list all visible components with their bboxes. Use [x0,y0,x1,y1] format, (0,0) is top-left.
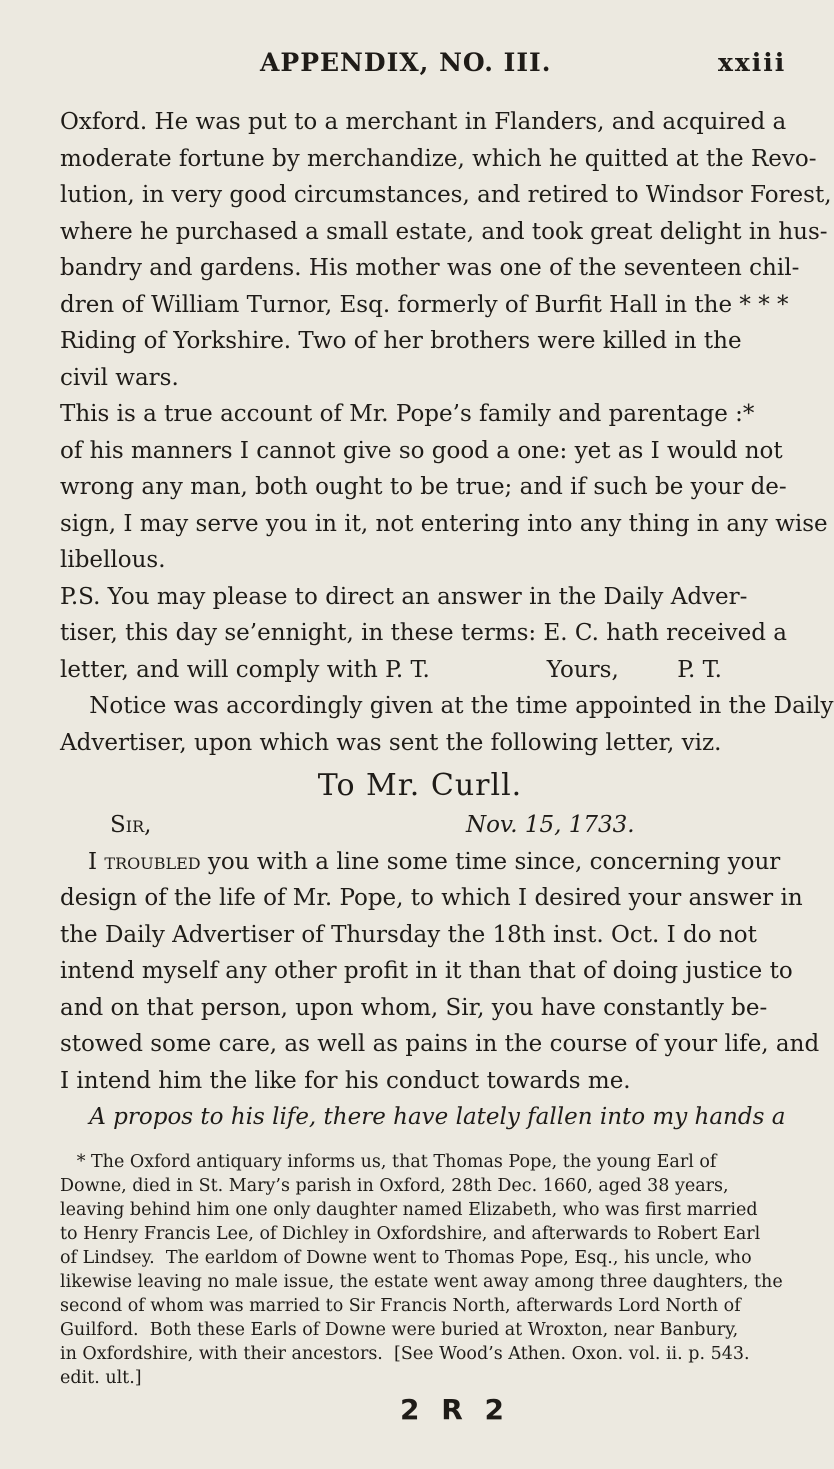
letter-salutation: Sir, [110,812,152,838]
letter-line: design of the life of Mr. Pope, to which I desired your answer in [60,885,803,911]
body-line: This is a true account of Mr. Pope’s family and parentage :* [60,401,755,427]
body-line: moderate fortune by merchandize, which he quitted at the Revo- [60,145,817,172]
letter-line: I intend him the like for his conduct towards me. [60,1067,631,1094]
letter-line: intend myself any other profit in it than that of doing justice to [60,958,793,984]
body-line: tiser, this day se’ennight, in these terms: E. C. hath received a [60,620,787,646]
letter-date: Nov. 15, 1733. [466,812,635,838]
footnote-line: leaving behind him one only daughter named Elizabeth, who was first married [60,1200,758,1220]
letter-line: and on that person, upon whom, Sir, you have constantly be- [60,994,768,1021]
page-number: xxiii [718,48,787,77]
letter-first-word: I troubled [88,848,201,875]
body-line: of his manners I cannot give so good a one: yet as I would not [60,437,783,464]
footnote-line: second of whom was married to Sir Francis North, afterwards Lord North of [60,1296,741,1316]
footnote-line: Downe, died in St. Mary’s parish in Oxford, 28th Dec. 1660, aged 38 years, [60,1176,729,1196]
letter-first-line-rest: you with a line some time since, concerning your [200,848,781,875]
footnote-line: likewise leaving no male issue, the estate went away among three daughters, the [60,1272,783,1292]
footnote-line: to Henry Francis Lee, of Dichley in Oxfordshire, and afterwards to Robert Earl [60,1224,761,1244]
footnote-line: edit. ult.] [60,1368,142,1388]
body-line: Oxford. He was put to a merchant in Flanders, and acquired a [60,109,787,135]
body-line: bandry and gardens. His mother was one of the seventeen chil- [60,255,800,281]
letter-line: the Daily Advertiser of Thursday the 18th inst. Oct. I do not [60,921,757,948]
letter-line: stowed some care, as well as pains in the course of your life, and [60,1031,820,1057]
body-line: wrong any man, both ought to be true; and if such be your de- [60,474,787,500]
body-line: sign, I may serve you in it, not entering into any thing in any wise [60,510,828,537]
body-line: letter, and will comply with P. T. Yours, P. T. [60,656,722,683]
letter-line: A propos to his life, there have lately fallen into my hands a [60,1104,786,1130]
body-line: Advertiser, upon which was sent the following letter, viz. [60,729,722,756]
body-line: lution, in very good circumstances, and retired to Windsor Forest, [60,182,832,208]
body-line: P.S. You may please to direct an answer in the Daily Adver- [60,583,748,610]
footnote-line: Guilford. Both these Earls of Downe were buried at Wroxton, near Banbury, [60,1320,739,1340]
letter-heading: To Mr. Curll. [317,768,523,803]
footnote-line: of Lindsey. The earldom of Downe went to Thomas Pope, Esq., his uncle, who [60,1248,752,1268]
footnote-line: * The Oxford antiquary informs us, that Thomas Pope, the young Earl of [60,1152,717,1172]
signature-mark: 2 R 2 [400,1393,511,1426]
footnote-line: in Oxfordshire, with their ancestors. [See Wood’s Athen. Oxon. vol. ii. p. 543. [60,1344,750,1364]
body-line: libellous. [60,547,166,573]
body-line: where he purchased a small estate, and took great delight in hus- [60,218,828,245]
body-line: civil wars. [60,364,179,391]
body-line: dren of William Turnor, Esq. formerly of Burfit Hall in the * * * [60,291,789,318]
body-line: Riding of Yorkshire. Two of her brothers were killed in the [60,328,742,354]
body-line: Notice was accordingly given at the time appointed in the Daily [60,693,834,719]
letter-line [88,848,781,876]
header-title: APPENDIX, NO. III. [260,48,552,77]
